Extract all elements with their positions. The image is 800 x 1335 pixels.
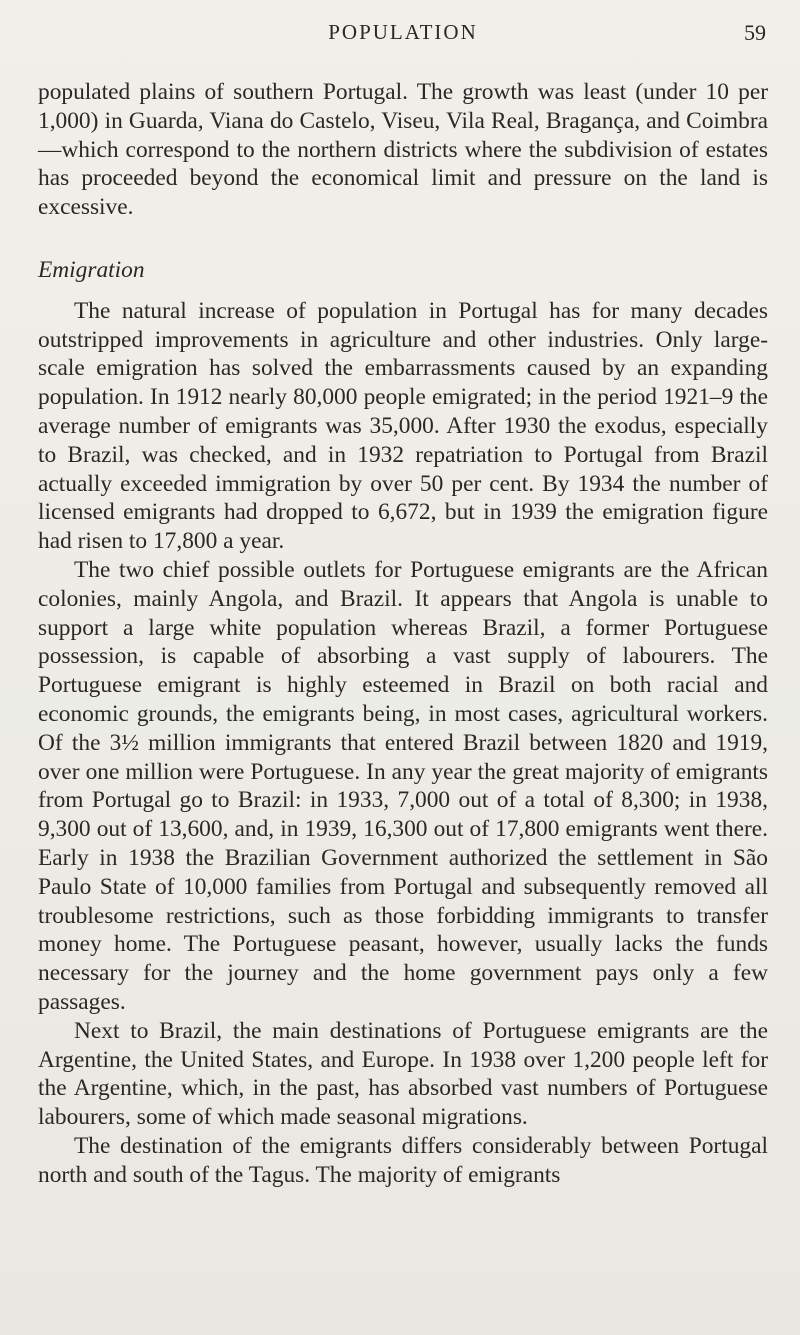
paragraph-chief-outlets: The two chief possible outlets for Portuguese emigrants are the African colonies, mainly Angola, and Brazil. It appears that Angola is unable to support a large white population whereas Brazil, a former Portuguese possession, is capable of absorbing a vast supply of labourers. The Portuguese emigrant is highly esteemed in Brazil on both racial and economic grounds, the emigrants being, in most cases, agricultural workers. Of the 3½ million immigrants that entered Brazil between 1820 and 1919, over one million were Portuguese. In any year the great majority of emigrants from Portugal go to Brazil: in 1933, 7,000 out of a total of 8,300; in 1938, 9,300 out of 13,600, and, in 1939, 16,300 out of 17,800 emigrants went there. Early in 1938 the Brazilian Government authorized the settlement in São Paulo State of 10,000 families from Portugal and subsequently removed all troublesome restrictions, such as those forbidding immigrants to transfer money home. The Portuguese peasant, however, usually lacks the funds necessary for the journey and the home government pays only a few passages.: [38, 556, 768, 1015]
page-number: 59: [744, 20, 766, 45]
page-header: [38, 14, 768, 44]
paragraph-natural-increase: The natural increase of population in Portugal has for many decades outstripped improvements in agriculture and other industries. Only large-scale emigration has solved the embarrassments caused by an expanding population. In 1912 nearly 80,000 people emigrated; in the period 1921–9 the average number of emigrants was 35,000. After 1930 the exodus, especially to Brazil, was checked, and in 1932 repatriation to Portugal from Brazil actually exceeded immigration by over 50 per cent. By 1934 the number of licensed emigrants had dropped to 6,672, but in 1939 the emigration figure had risen to 17,800 a year.: [38, 297, 768, 555]
section-heading: Emigration: [38, 256, 145, 283]
body-text: [38, 78, 768, 1189]
running-head: POPULATION: [328, 20, 478, 44]
paragraph-north-south: The destination of the emigrants differs considerably between Portugal north and south of the Tagus. The majority of emigrants: [38, 1132, 768, 1188]
paragraph-other-destinations: Next to Brazil, the main destinations of Portuguese emigrants are the Argentine, the United States, and Europe. In 1938 over 1,200 people left for the Argentine, which, in the past, has absorbed vast numbers of Portuguese labourers, some of which made seasonal migrations.: [38, 1017, 768, 1131]
paragraph-continuation: populated plains of southern Portugal. The growth was least (under 10 per 1,000) in Guarda, Viana do Castelo, Viseu, Vila Real, Bragança, and Coimbra—which correspond to the northern districts where the subdivision of estates has proceeded beyond the economical limit and pressure on the land is excessive.: [38, 79, 768, 221]
